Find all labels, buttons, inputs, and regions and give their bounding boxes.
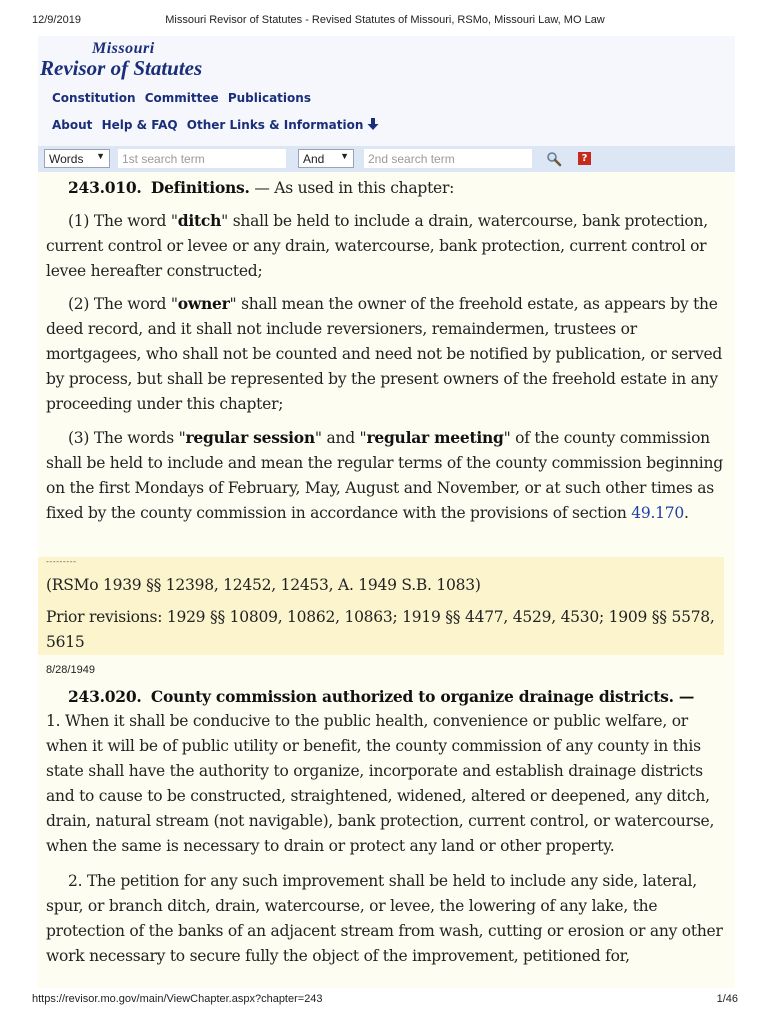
- help-icon[interactable]: ?: [578, 152, 591, 165]
- definition-ditch: [46, 208, 731, 284]
- nav-link-help-faq[interactable]: Help & FAQ: [101, 118, 178, 132]
- search-operator-value: And: [303, 152, 325, 166]
- definition-text: (1) The word ": [68, 212, 178, 230]
- print-date: 12/9/2019: [32, 14, 81, 26]
- section-title: Definitions.: [150, 178, 250, 197]
- definition-text: (2) The word ": [68, 295, 178, 313]
- search-bar: [38, 146, 735, 172]
- section-intro: — As used in this chapter:: [254, 179, 455, 197]
- logo-state-text: Missouri: [92, 40, 155, 57]
- section-link-49-170[interactable]: 49.170: [631, 504, 685, 522]
- nav-row-secondary: [52, 117, 385, 132]
- search-mode-select[interactable]: [44, 149, 110, 168]
- nav-link-constitution[interactable]: Constitution: [52, 91, 136, 105]
- definition-text: " shall mean the owner of the freehold estate, as appears by the deed record, and it shall not include reversioners, remaindermen, trustees or mortgagees, who shall not be counted and need not be notified by publication, or served by process, but shall be represented by the present owners of the freehold estate in any proceeding under this chapter;: [46, 295, 723, 413]
- dropdown-caret-icon: ▼: [340, 151, 349, 161]
- defined-term: regular session: [185, 428, 315, 447]
- definition-text: " of the county commission shall be held to include and mean the regular terms of the county commission beginning on the first Mondays of February, May, August and November, or at such other times as fixed by the county commission in accordance with the provisions of section: [46, 429, 723, 522]
- nav-link-other-links[interactable]: [187, 118, 381, 132]
- search-mode-value: Words: [49, 152, 84, 166]
- definition-regular-session: [46, 425, 731, 526]
- history-source: (RSMo 1939 §§ 12398, 12452, 12453, A. 1949 S.B. 1083): [46, 576, 481, 594]
- site-header: [38, 36, 735, 146]
- print-footer: [32, 993, 738, 1007]
- nav-link-about[interactable]: About: [52, 118, 93, 132]
- section-243-020-heading: [46, 684, 731, 710]
- print-page-number: 1/46: [716, 993, 738, 1005]
- nav-link-other-links-label: Other Links & Information: [186, 118, 364, 132]
- section-number: 243.010.: [68, 178, 142, 197]
- subsection-1: 1. When it shall be conducive to the public health, convenience or public welfare, or when it will be of public utility or benefit, the county commission of any county in this state shall have the authority to organize, incorporate and establish drainage districts and to cause to be constructed, straightened, widened, altered or deepened, any ditch, drain, natural stream (not navigable), bank protection, current control, or watercourse, when the same is necessary to drain or protect any land or other property.: [46, 712, 715, 855]
- arrow-down-icon: [366, 117, 380, 131]
- subsection-text: 2. The petition for any such improvement shall be held to include any side, lateral, spur, or branch ditch, drain, watercourse, or levee, the lowering of any lake, the protection of the banks of an adjacent stream from wash, cutting or erosion or any other work necessary to secure fully the object of the improvement, petitioned for,: [46, 872, 723, 965]
- subsection-2: [46, 869, 731, 969]
- definition-owner: [46, 291, 731, 417]
- web-page: [38, 36, 735, 988]
- print-url: https://revisor.mo.gov/main/ViewChapter.aspx?chapter=243: [32, 993, 323, 1005]
- section-number: 243.020.: [68, 687, 142, 706]
- definition-text: " shall be held to include a drain, watercourse, bank protection, current control or levee or any drain, watercourse, bank protection, current control or levee hereafter constructed;: [46, 212, 708, 280]
- definition-text: " and ": [314, 429, 367, 447]
- nav-row-primary: [52, 91, 316, 105]
- dropdown-caret-icon: ▼: [96, 151, 105, 161]
- defined-term: regular meeting: [366, 428, 504, 447]
- print-header: [32, 14, 738, 28]
- effective-date: 8/28/1949: [46, 664, 95, 676]
- prior-revisions: Prior revisions: 1929 §§ 10809, 10862, 10863; 1919 §§ 4477, 4529, 4530; 1909 §§ 5578, 5615: [46, 608, 715, 651]
- separator-dashes: ---------: [46, 557, 77, 566]
- second-search-term-input[interactable]: [364, 149, 532, 168]
- site-logo[interactable]: [40, 40, 202, 81]
- print-page-title: Missouri Revisor of Statutes - Revised Statutes of Missouri, RSMo, Missouri Law, MO Law: [165, 14, 605, 26]
- definition-text: .: [684, 504, 689, 522]
- search-icon[interactable]: [546, 151, 562, 167]
- defined-term: owner: [177, 294, 230, 313]
- nav-link-publications[interactable]: Publications: [227, 91, 311, 105]
- section-title: County commission authorized to organize drainage districts. —: [150, 687, 695, 706]
- nav-link-committee[interactable]: Committee: [144, 91, 219, 105]
- defined-term: ditch: [177, 211, 222, 230]
- logo-title-text: Revisor of Statutes: [40, 56, 203, 80]
- search-operator-select[interactable]: [298, 149, 354, 168]
- section-243-010-heading: [46, 175, 731, 201]
- first-search-term-input[interactable]: [118, 149, 286, 168]
- definition-text: (3) The words ": [68, 429, 186, 447]
- statute-content: [38, 172, 735, 988]
